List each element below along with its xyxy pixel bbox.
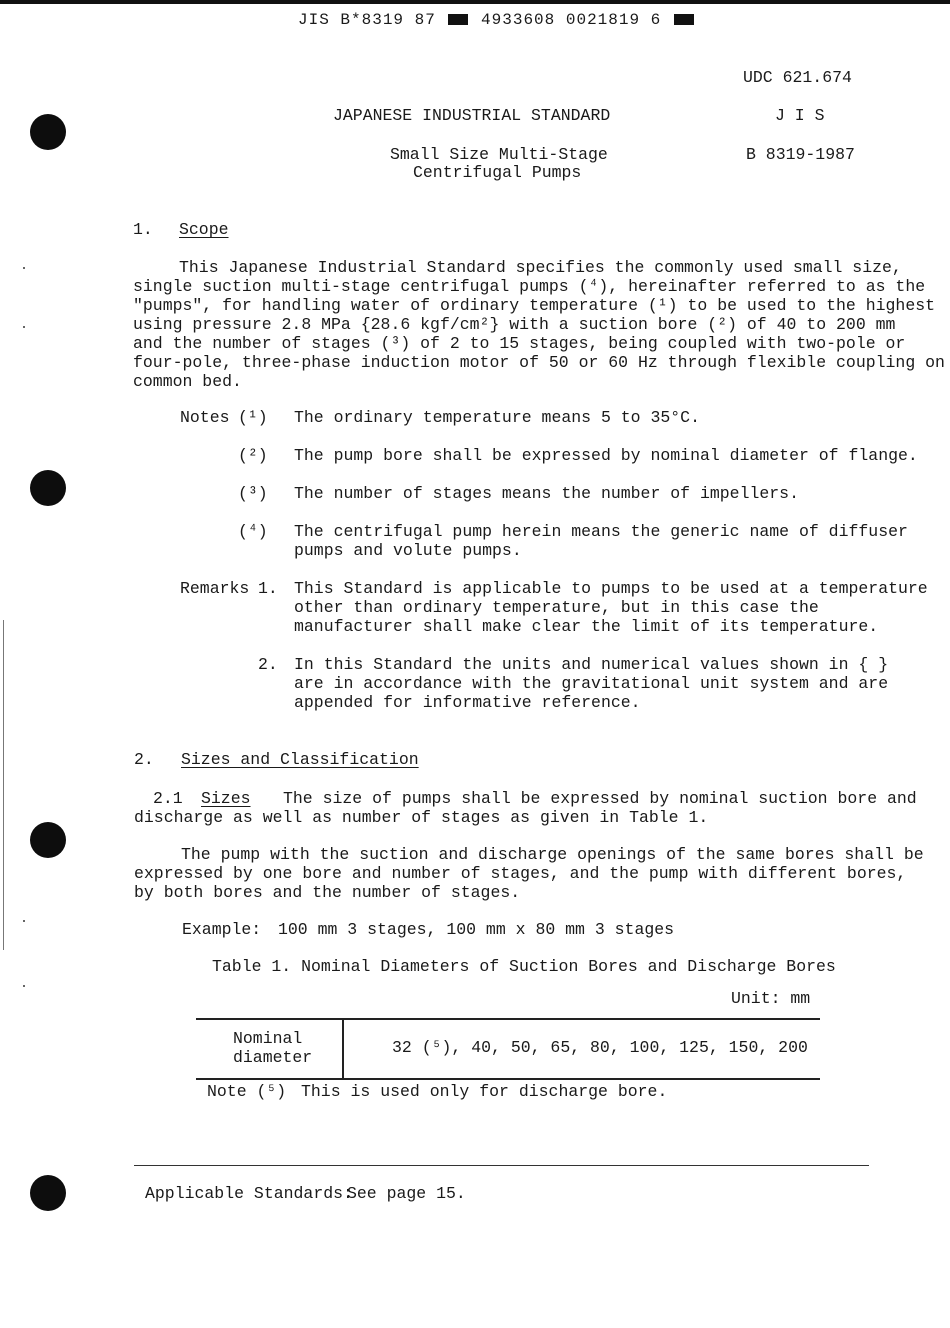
note-text: The centrifugal pump herein means the generic name of diffuser <box>294 522 908 541</box>
remark-text: appended for informative reference. <box>294 693 641 712</box>
scope-line: four-pole, three-phase induction motor of 50 or 60 Hz through flexible coupling on <box>133 353 945 372</box>
table-values: 32 (⁵), 40, 50, 65, 80, 100, 125, 150, 200 <box>392 1038 808 1057</box>
bores-line: by both bores and the number of stages. <box>134 883 521 902</box>
note-text: The ordinary temperature means 5 to 35°C. <box>294 408 700 427</box>
footer-divider <box>134 1165 869 1166</box>
top-border-line <box>0 0 950 4</box>
remark-text: In this Standard the units and numerical values shown in { } <box>294 655 889 674</box>
barcode-left: JIS B*8319 87 <box>298 11 436 29</box>
scan-speck <box>23 920 25 922</box>
diameters-table <box>196 1018 820 1080</box>
doc-title-line2: Centrifugal Pumps <box>413 163 582 182</box>
scope-line: single suction multi-stage centrifugal pumps (⁴), hereinafter referred to as the <box>133 277 926 296</box>
footer-label: Applicable Standards: <box>145 1184 353 1203</box>
note-text: The pump bore shall be expressed by nominal diameter of flange. <box>294 446 918 465</box>
standard-title: JAPANESE INDUSTRIAL STANDARD <box>333 106 611 125</box>
barcode-block <box>448 14 468 25</box>
note-mark: (³) <box>238 484 268 503</box>
barcode-right: 4933608 0021819 6 <box>481 11 662 29</box>
scope-line: and the number of stages (³) of 2 to 15 stages, being coupled with two-pole or <box>133 334 906 353</box>
section-number: 1. <box>133 220 153 239</box>
note-text: pumps and volute pumps. <box>294 541 522 560</box>
example-label: Example: <box>182 920 262 939</box>
scope-line: using pressure 2.8 MPa {28.6 kgf/cm²} with a suction bore (²) of 40 to 200 mm <box>133 315 896 334</box>
table-unit: Unit: mm <box>731 989 811 1008</box>
bores-line: expressed by one bore and number of stages, and the pump with different bores, <box>134 864 907 883</box>
scope-line: common bed. <box>133 372 242 391</box>
notes-label: Notes <box>180 408 230 427</box>
table-caption: Table 1. Nominal Diameters of Suction Bores and Discharge Bores <box>212 957 836 976</box>
sizes-text: discharge as well as number of stages as given in Table 1. <box>134 808 709 827</box>
section-heading: Scope <box>179 220 229 239</box>
punch-hole <box>30 822 66 858</box>
remark-number: 1. <box>258 579 278 598</box>
table-row-label: Nominal diameter <box>233 1029 313 1067</box>
note-mark: (²) <box>238 446 268 465</box>
section-heading: Sizes and Classification <box>181 750 419 769</box>
remark-text: manufacturer shall make clear the limit of its temperature. <box>294 617 879 636</box>
punch-hole <box>30 470 66 506</box>
bores-line: The pump with the suction and discharge openings of the same bores shall be <box>181 845 924 864</box>
remark-text: This Standard is applicable to pumps to be used at a temperature <box>294 579 928 598</box>
barcode-line <box>298 11 696 30</box>
table-note-text: This is used only for discharge bore. <box>301 1082 668 1101</box>
section-number: 2. <box>134 750 154 769</box>
table-label-cell <box>196 1020 344 1078</box>
scan-speck <box>23 267 25 269</box>
table-note-label: Note (⁵) <box>207 1082 287 1101</box>
scope-line: "pumps", for handling water of ordinary temperature (¹) to be used to the highest <box>133 296 936 315</box>
scope-paragraph <box>133 258 945 391</box>
example-text: 100 mm 3 stages, 100 mm x 80 mm 3 stages <box>278 920 675 939</box>
sizes-text: The size of pumps shall be expressed by nominal suction bore and <box>283 789 917 808</box>
bores-paragraph <box>134 845 924 902</box>
subsection-heading: Sizes <box>201 789 251 808</box>
note-mark: (¹) <box>238 408 268 427</box>
scan-speck <box>23 985 25 987</box>
subsection-number: 2.1 <box>153 789 183 808</box>
scan-edge-line <box>3 620 4 950</box>
scope-line: This Japanese Industrial Standard specifies the commonly used small size, <box>179 258 902 277</box>
punch-hole <box>30 114 66 150</box>
note-text: The number of stages means the number of impellers. <box>294 484 799 503</box>
scan-speck <box>23 326 25 328</box>
jis-mark: J I S <box>775 106 825 125</box>
barcode-block <box>674 14 694 25</box>
footer-text: See page 15. <box>347 1184 466 1203</box>
punch-hole <box>30 1175 66 1211</box>
remark-number: 2. <box>258 655 278 674</box>
standard-number: B 8319-1987 <box>746 145 855 164</box>
remarks-label: Remarks <box>180 579 250 598</box>
remark-text: are in accordance with the gravitational unit system and are <box>294 674 889 693</box>
note-mark: (⁴) <box>238 522 268 541</box>
remark-text: other than ordinary temperature, but in this case the <box>294 598 819 617</box>
doc-title-line1: Small Size Multi-Stage <box>390 145 608 164</box>
udc-code: UDC 621.674 <box>743 68 852 87</box>
